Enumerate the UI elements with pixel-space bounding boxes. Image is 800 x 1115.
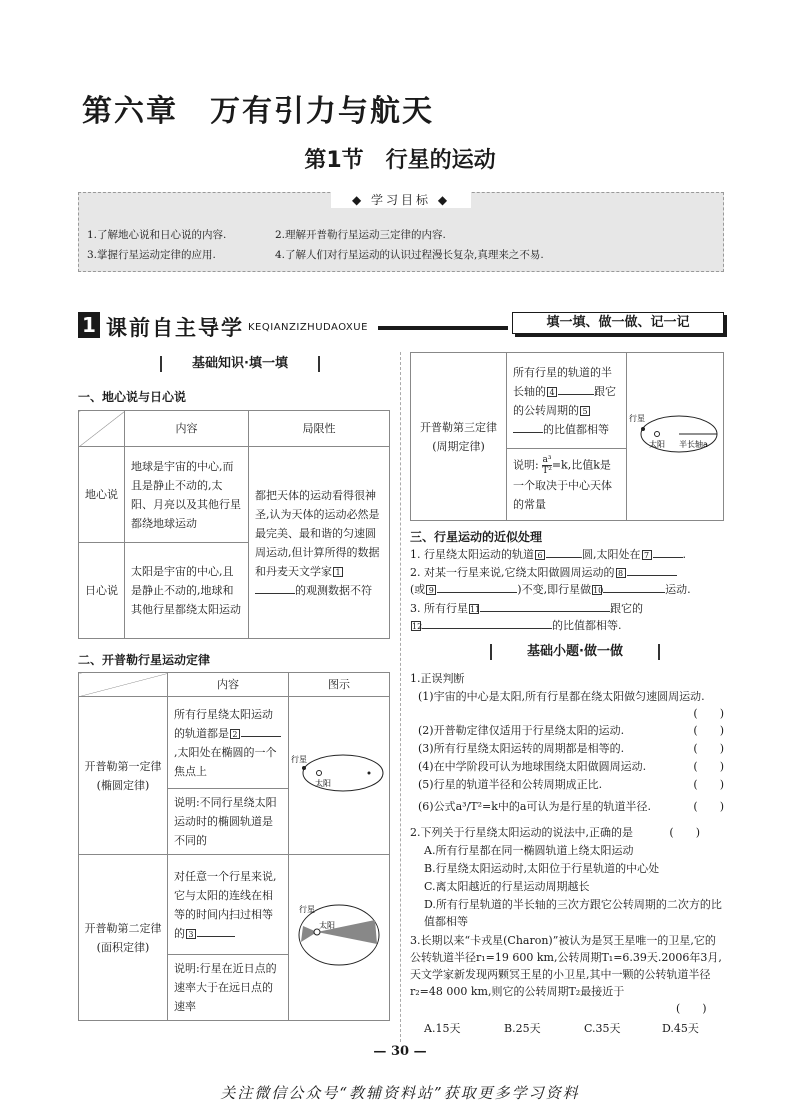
q2-stem: 2.下列关于行星绕太阳运动的说法中,正确的是 ( ) bbox=[410, 826, 700, 839]
kepler-third-law-table bbox=[410, 352, 724, 521]
part3-item2: 2. 对某一行星来说,它绕太阳做圆周运动的 8 (或 9 )不变,即行星做 10 运动. bbox=[410, 566, 691, 596]
goal-item: 2.理解开普勒行星运动三定律的内容. bbox=[275, 229, 446, 241]
law1-note: 说明:不同行星绕太阳运动时的椭圆轨道是不同的 bbox=[167, 789, 288, 855]
heliocentric-content: 太阳是宇宙的中心,且是静止不动的,地球和其他行星都绕太阳运动 bbox=[125, 543, 249, 639]
page-number: — 30 — bbox=[373, 1044, 427, 1059]
fig-axis-label: 半长轴a bbox=[679, 439, 708, 449]
q3-option[interactable]: C.35天 bbox=[584, 1022, 621, 1035]
q2-option[interactable]: C.离太阳越近的行星运动周期越长 bbox=[424, 880, 590, 893]
q1-item: (1)宇宙的中心是太阳,所有行星都在绕太阳做匀速圆周运动. ( ) bbox=[418, 690, 724, 720]
planet-icon bbox=[641, 427, 645, 431]
fig-planet-label: 行星 bbox=[299, 904, 315, 914]
q1-title: 1.正误判断 bbox=[410, 672, 465, 685]
banner-pinyin: KEQIANZIZHUDAOXUE bbox=[248, 322, 368, 333]
goal-item: 3.掌握行星运动定律的应用. bbox=[87, 249, 216, 261]
semi-major-axis-diagram bbox=[627, 399, 723, 469]
fig-sun-label: 太阳 bbox=[315, 778, 331, 788]
q1-item: (3)所有行星绕太阳运转的周期都是相等的. ( ) bbox=[418, 742, 724, 755]
banner-slogan: 填一填、做一做、记一记 bbox=[512, 312, 724, 334]
sun-icon bbox=[655, 431, 660, 436]
col-header-content: 内容 bbox=[125, 411, 249, 447]
blank-box: 2 bbox=[230, 729, 240, 739]
law1-content: 所有行星绕太阳运动的轨道都是 2,太阳处在椭圆的一个焦点上 bbox=[167, 697, 288, 789]
table-corner bbox=[79, 411, 125, 447]
blank-box: 3 bbox=[186, 929, 196, 939]
law2-note: 说明:行星在近日点的速率大于在远日点的速率 bbox=[167, 955, 288, 1021]
row-label-heliocentric: 日心说 bbox=[79, 543, 125, 639]
geo-helio-table bbox=[78, 410, 390, 639]
practice-heading: 基础小题·做一做 bbox=[490, 644, 660, 660]
q3-option[interactable]: B.25天 bbox=[504, 1022, 541, 1035]
goal-item: 4.了解人们对行星运动的认识过程漫长复杂,真理来之不易. bbox=[275, 249, 544, 261]
blank-box: 1 bbox=[333, 567, 343, 577]
q1-item: (6)公式a³/T²=k中的a可认为是行星的轨道半径. ( ) bbox=[418, 800, 724, 813]
part3-item1: 1. 行星绕太阳运动的轨道 6 圆,太阳处在 7 . bbox=[410, 548, 686, 561]
kepler-laws-table bbox=[78, 672, 390, 1021]
part3-heading: 三、行星运动的近似处理 bbox=[410, 530, 543, 544]
law2-figure-cell bbox=[289, 855, 390, 1021]
q2-option[interactable]: A.所有行星都在同一椭圆轨道上绕太阳运动 bbox=[424, 844, 634, 857]
footer-note: 关注微信公众号“教辅资料站”获取更多学习资料 bbox=[220, 1084, 580, 1102]
basic-knowledge-heading: 基础知识·填一填 bbox=[160, 356, 320, 372]
banner-title: 课前自主导学 bbox=[106, 316, 244, 340]
blank-box: 5 bbox=[580, 406, 590, 416]
geocentric-content: 地球是宇宙的中心,而且是静止不动的,太阳、月亮以及其他行星都绕地球运动 bbox=[125, 447, 249, 543]
section-title: 第1节 行星的运动 bbox=[304, 148, 496, 173]
q3-option[interactable]: A.15天 bbox=[424, 1022, 461, 1035]
q1-item: (2)开普勒定律仅适用于行星绕太阳的运动. ( ) bbox=[418, 724, 724, 737]
law2-label: 开普勒第二定律 (面积定律) bbox=[79, 855, 168, 1021]
banner-number: 1 bbox=[78, 312, 100, 338]
col-header-figure: 图示 bbox=[289, 673, 390, 697]
q3-stem: 3.长期以来“卡戎星(Charon)”被认为是冥王星唯一的卫星,它的公转轨道半径r₁=19 600 km,公转周期T₁=6.39天.2006年3月,天文学家新发现两颗冥王星的小卫星,其中一颗的公转轨道半径r₂=48 000 km,则它的公转周期T₂最接近于 bbox=[410, 934, 722, 998]
law2-content: 对任意一个行星来说,它与太阳的连线在相等的时间内扫过相等的 3 bbox=[167, 855, 288, 955]
planet-icon bbox=[302, 766, 306, 770]
part2-heading: 二、开普勒行星运动定律 bbox=[78, 653, 211, 667]
q1-item: (5)行星的轨道半径和公转周期成正比. ( ) bbox=[418, 778, 724, 791]
learning-goals-header: ◆ 学习目标 ◆ bbox=[331, 191, 471, 208]
fig-planet-label: 行星 bbox=[629, 413, 645, 423]
law1-label: 开普勒第一定律 (椭圆定律) bbox=[79, 697, 168, 855]
limitation-cell: 都把天体的运动看得很神圣,认为天体的运动必然是最完美、最和谐的匀速圆周运动,但计算所得的数据和丹麦天文学家 1的观测数据不符 bbox=[249, 447, 390, 639]
fig-planet-label: 行星 bbox=[291, 754, 307, 764]
q1-item: (4)在中学阶段可认为地球围绕太阳做圆周运动. ( ) bbox=[418, 760, 724, 773]
part3-item3: 3. 所有行星 11 跟它的 12 的比值都相等. bbox=[410, 602, 643, 632]
fig-sun-label: 太阳 bbox=[649, 439, 665, 449]
chapter-title: 第六章 万有引力与航天 bbox=[82, 94, 434, 129]
law1-figure-cell bbox=[289, 697, 390, 855]
law3-figure-cell bbox=[627, 353, 724, 521]
q2-option[interactable]: D.所有行星轨道的半长轴的三次方跟它公转周期的二次方的比值都相等 bbox=[424, 898, 722, 928]
q3-option[interactable]: D.45天 bbox=[662, 1022, 699, 1035]
blank-box: 4 bbox=[547, 387, 557, 397]
table-corner bbox=[79, 673, 168, 697]
column-divider bbox=[400, 352, 401, 1042]
law3-content: 所有行星的轨道的半长轴的 4 跟它的公转周期的 5的比值都相等 bbox=[507, 353, 627, 449]
banner-rule bbox=[378, 326, 508, 330]
part1-heading: 一、地心说与日心说 bbox=[78, 390, 187, 404]
area-law-diagram bbox=[289, 890, 389, 980]
col-header-content: 内容 bbox=[167, 673, 288, 697]
law3-label: 开普勒第三定律 (周期定律) bbox=[411, 353, 507, 521]
sun-icon bbox=[317, 770, 322, 775]
ellipse-orbit-diagram bbox=[289, 738, 389, 808]
row-label-geocentric: 地心说 bbox=[79, 447, 125, 543]
law3-note: 说明: $\frac{\text{a³}}{\text{T²}}$ =k,比值k是一个取决于中心天体的常量 bbox=[507, 449, 627, 521]
col-header-limit: 局限性 bbox=[249, 411, 390, 447]
fig-sun-label: 太阳 bbox=[319, 920, 335, 930]
q2-option[interactable]: B.行星绕太阳运动时,太阳位于行星轨道的中心处 bbox=[424, 862, 660, 875]
section-banner bbox=[78, 312, 724, 338]
learning-goals-box bbox=[78, 192, 724, 272]
goal-item: 1.了解地心说和日心说的内容. bbox=[87, 229, 227, 241]
q3-paren: ( ) bbox=[676, 1002, 707, 1015]
